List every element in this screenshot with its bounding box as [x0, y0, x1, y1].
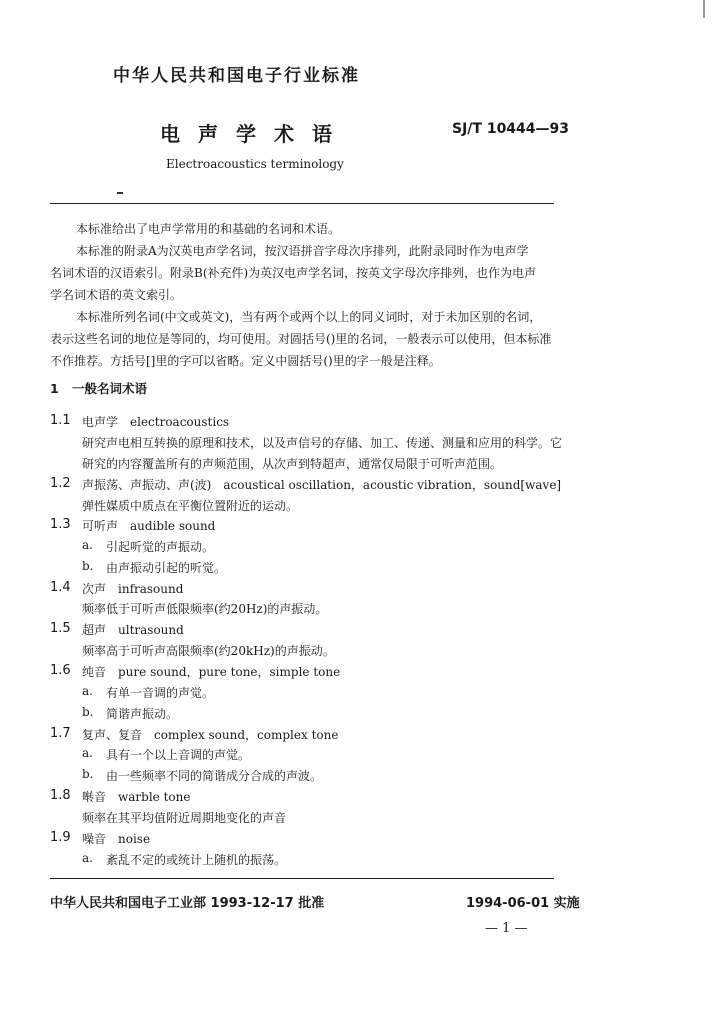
header-divider: [50, 203, 554, 204]
entry-number: 1.7: [50, 726, 71, 741]
entry-term: 次声 infrasound: [82, 582, 184, 596]
entry-number: 1.9: [50, 830, 71, 845]
organization-title: 中华人民共和国电子行业标准: [113, 66, 360, 86]
intro-line: 本标准的附录A为汉英电声学名词，按汉语拼音字母次序排列，此附录同时作为电声学: [76, 244, 529, 258]
intro-line: 不作推荐。方括号[]里的字可以省略。定义中圆括号()里的字一般是注释。: [50, 354, 441, 368]
sub-item-label: b.: [82, 767, 94, 781]
entry-number: 1.8: [50, 788, 71, 803]
intro-paragraph-3: [50, 306, 551, 372]
intro-line: 本标准所列名词(中文或英文)，当有两个或两个以上的同义词时，对于未加区别的名词，: [76, 310, 542, 324]
entry-definition: 频率高于可听声高限频率(约20kHz)的声振动。: [82, 644, 335, 658]
standard-number: SJ/T 10444—93: [452, 121, 570, 137]
sub-item-text: 引起听觉的声振动。: [106, 540, 215, 554]
entry-definition: 频率低于可听声低限频率(约20Hz)的声振动。: [82, 602, 328, 616]
intro-paragraph-1: [50, 218, 340, 240]
intro-line: 名词术语的汉语索引。附录B(补充件)为英汉电声学名词，按英文字母次序排列，也作为电声: [50, 266, 537, 280]
entry-number: 1.3: [50, 517, 71, 532]
intro-paragraph-2: [50, 240, 536, 306]
sub-item-label: b.: [82, 705, 94, 719]
sub-item-label: a.: [82, 684, 93, 698]
entry-definition: 研究声电相互转换的原理和技术，以及声信号的存储、加工、传递、测量和应用的科学。它: [82, 436, 563, 450]
sub-item-text: 由一些频率不同的简谐成分合成的声波。: [106, 769, 323, 783]
entry-definition: 弹性媒质中质点在平衡位置附近的运动。: [82, 499, 299, 513]
sub-item-text: 简谐声振动。: [106, 707, 179, 721]
sub-item-text: 有单一音调的声觉。: [106, 686, 215, 700]
sub-item-label: a.: [82, 851, 93, 865]
entry-definition: 研究的内容覆盖所有的声频范围，从次声到特超声，通常仅局限于可听声范围。: [82, 457, 503, 471]
sub-item-label: a.: [82, 538, 93, 552]
sub-item-label: b.: [82, 559, 94, 573]
entry-number: 1.5: [50, 621, 71, 636]
entry-term: 声振荡、声振动、声(波) acoustical oscillation，acoustic vibration，sound[wave]: [82, 478, 562, 492]
entry-term: 啭音 warble tone: [82, 790, 191, 804]
entry-number: 1.4: [50, 580, 71, 595]
intro-line: 表示这些名词的地位是等同的，均可使用。对圆括号()里的名词，一般表示可以使用，但本标准: [50, 332, 552, 346]
entry-term: 电声学 electroacoustics: [82, 415, 230, 429]
entry-number: 1.6: [50, 663, 71, 678]
footer-divider: [50, 878, 554, 879]
entry-definition: 频率在其平均值附近周期地变化的声音: [82, 811, 287, 825]
scan-edge-mark: [703, 0, 705, 18]
document-title: 电声学术语: [160, 122, 350, 146]
scan-tick-mark: [117, 192, 123, 194]
english-title: Electroacoustics terminology: [166, 157, 344, 171]
entry-number: 1.2: [50, 476, 71, 491]
entry-term: 噪音 noise: [82, 832, 151, 846]
section-title: 一般名词术语: [72, 381, 148, 396]
entry-term: 超声 ultrasound: [82, 623, 184, 637]
sub-item-text: 具有一个以上音调的声觉。: [106, 748, 251, 762]
page-number: — 1 —: [485, 921, 528, 936]
entry-term: 复声、复音 complex sound，complex tone: [82, 728, 339, 742]
section-number: 1: [50, 381, 59, 396]
sub-item-text: 由声振动引起的听觉。: [106, 561, 227, 575]
entry-term: 可听声 audible sound: [82, 519, 216, 533]
entry-term: 纯音 pure sound，pure tone，simple tone: [82, 665, 341, 679]
implementation-date: 1994-06-01 实施: [466, 896, 580, 911]
approval-date: 中华人民共和国电子工业部 1993-12-17 批准: [50, 896, 325, 911]
section-heading: [50, 379, 147, 397]
intro-line: 学名词术语的英文索引。: [50, 288, 183, 302]
sub-item-text: 紊乱不定的或统计上随机的振荡。: [106, 853, 287, 867]
sub-item-label: a.: [82, 746, 93, 760]
entry-number: 1.1: [50, 413, 71, 428]
intro-line: 本标准给出了电声学常用的和基础的名词和术语。: [76, 222, 341, 236]
